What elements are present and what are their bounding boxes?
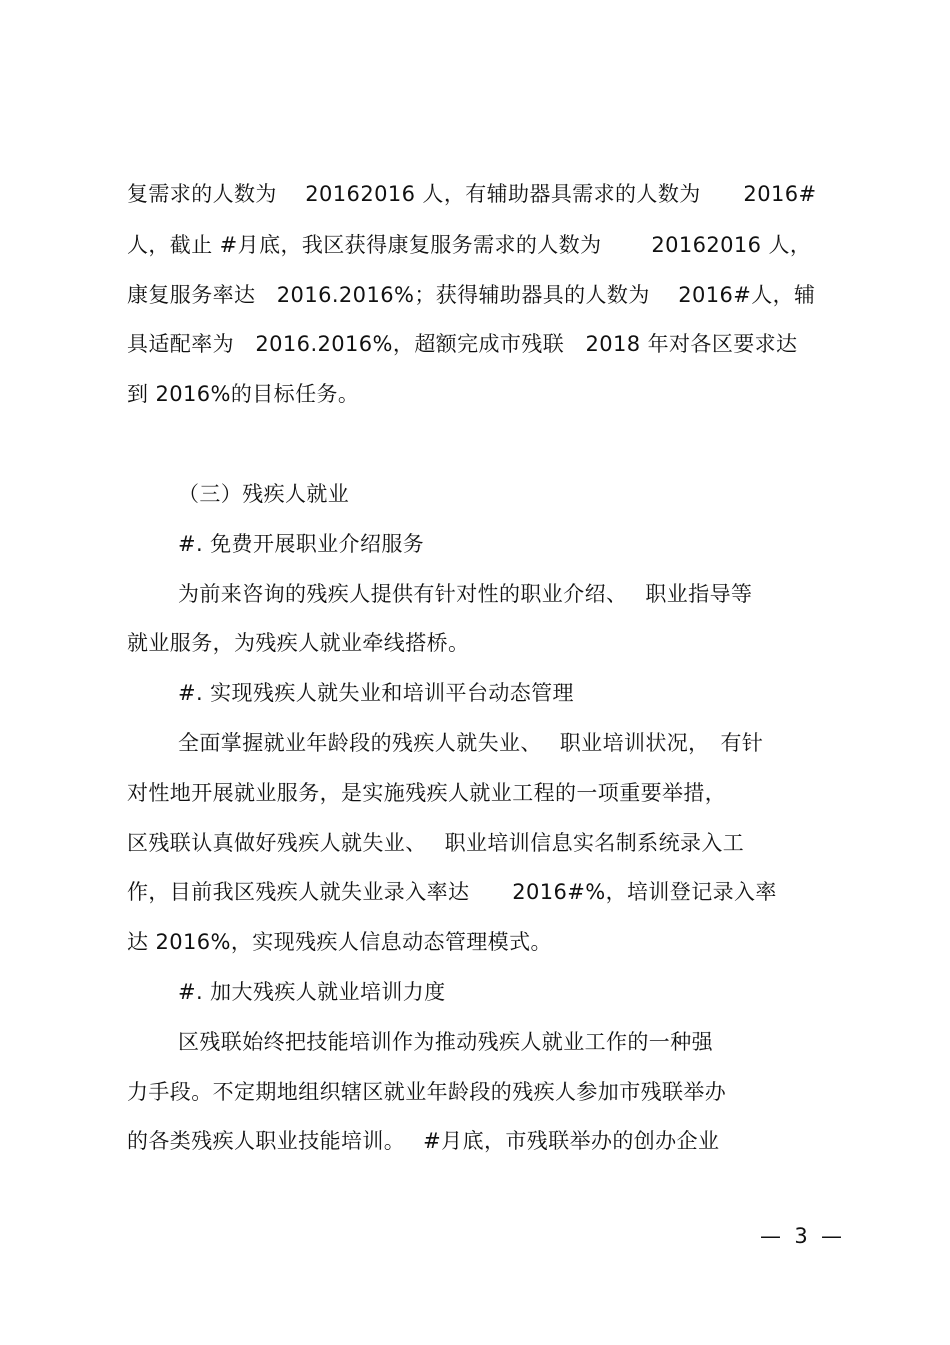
item-title: #. 加大残疾人就业培训力度 xyxy=(178,980,446,1004)
item-title: #. 免费开展职业介绍服务 xyxy=(178,532,425,556)
paragraph-line: 的各类残疾人职业技能培训。 #月底，市残联举办的创办企业 xyxy=(127,1129,720,1153)
page-number: — 3 — xyxy=(760,1224,843,1248)
paragraph-line: 区残联认真做好残疾人就失业、 职业培训信息实名制系统录入工 xyxy=(127,831,745,855)
paragraph-line: 康复服务率达 2016.2016%；获得辅助器具的人数为 2016#人，辅 xyxy=(127,283,816,307)
paragraph-line: 就业服务，为残疾人就业牵线搭桥。 xyxy=(127,631,470,655)
paragraph-line: 作，目前我区残疾人就失业录入率达 2016#%，培训登记录入率 xyxy=(127,880,777,904)
paragraph-line: 达 2016%，实现残疾人信息动态管理模式。 xyxy=(127,930,552,954)
paragraph-line: 复需求的人数为 20162016 人，有辅助器具需求的人数为 2016# xyxy=(127,182,817,206)
paragraph-line: 人，截止 #月底，我区获得康复服务需求的人数为 20162016 人， xyxy=(127,233,812,257)
paragraph-line: 力手段。不定期地组织辖区就业年龄段的残疾人参加市残联举办 xyxy=(127,1080,727,1104)
paragraph-line: 具适配率为 2016.2016%，超额完成市残联 2018 年对各区要求达 xyxy=(127,332,798,356)
item-title: #. 实现残疾人就失业和培训平台动态管理 xyxy=(178,681,574,705)
paragraph-line: 对性地开展就业服务，是实施残疾人就业工程的一项重要举措， xyxy=(127,781,727,805)
paragraph-line: 全面掌握就业年龄段的残疾人就失业、 职业培训状况， 有针 xyxy=(178,731,764,755)
paragraph-line: 到 2016%的目标任务。 xyxy=(127,382,360,406)
paragraph-line: 区残联始终把技能培训作为推动残疾人就业工作的一种强 xyxy=(178,1030,713,1054)
section-heading: （三）残疾人就业 xyxy=(178,482,350,506)
paragraph-line: 为前来咨询的残疾人提供有针对性的职业介绍、 职业指导等 xyxy=(178,582,753,606)
